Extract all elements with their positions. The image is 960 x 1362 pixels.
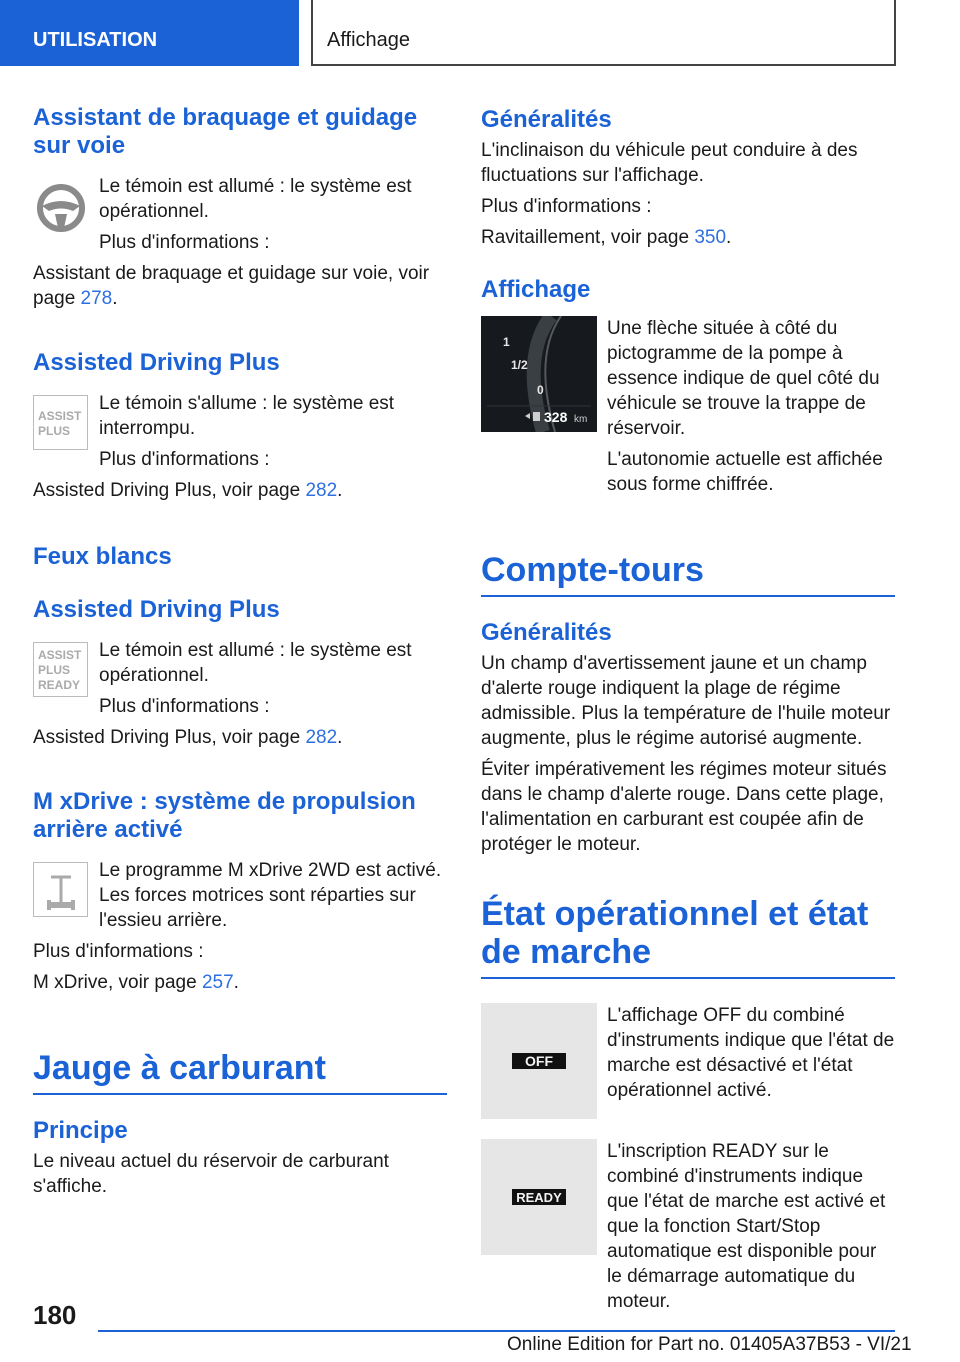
ready-label: READY bbox=[516, 1190, 562, 1205]
arrow-left-icon bbox=[525, 413, 530, 419]
rear-axle-drive-icon bbox=[33, 862, 88, 917]
affichage-text-1: Une flèche située à côté du pictogramme de la pompe à essence indique de quel côté du véhicule se trouve la trappe de réservoir. bbox=[607, 318, 880, 439]
heading-jauge-carburant: Jauge à carburant bbox=[33, 1049, 447, 1095]
xdrive-page-link[interactable]: 257 bbox=[201, 972, 234, 993]
compte-text-1: Un champ d'avertissement jaune et un champ d'alerte rouge indiquent la plage de régime admissible. Plus la température de l'huile moteur augmente, plus le régime autorisé augmente. bbox=[481, 653, 891, 749]
off-text: L'affichage OFF du combiné d'instruments indique que l'état de marche est désactivé et l'état opérationnel activé. bbox=[607, 1005, 895, 1101]
fuel-gauge-image bbox=[481, 316, 597, 432]
gauge-label-0: 0 bbox=[537, 383, 544, 397]
adp-ready-text-2: Plus d'informations : bbox=[99, 696, 270, 717]
adp-ready-text-1: Le témoin est allumé : le système est opérationnel. bbox=[99, 640, 412, 686]
page-header bbox=[0, 0, 960, 66]
compte-text-2: Éviter impérativement les régimes moteur situés dans le champ d'alerte rouge. Dans cette plage, l'alimentation en carburant est coupée afin de protéger le moteur. bbox=[481, 759, 887, 855]
adp-block bbox=[33, 391, 447, 472]
assist-plus-icon: ASSIST PLUS bbox=[33, 395, 88, 450]
adp-text-1: Le témoin s'allume : le système est interrompu. bbox=[99, 393, 395, 439]
right-column bbox=[481, 98, 895, 1314]
heading-generalites-2: Généralités bbox=[481, 619, 612, 646]
steering-text-2: Plus d'informations : bbox=[99, 232, 270, 253]
fuel-pump-icon bbox=[533, 412, 540, 421]
heading-affichage: Affichage bbox=[481, 276, 591, 303]
heading-assisted-driving-plus: Assisted Driving Plus bbox=[33, 349, 280, 376]
assist-plus-ready-icon: ASSIST PLUS READY bbox=[33, 642, 88, 697]
generalites-reference: Ravitaillement, voir page 350. bbox=[481, 227, 732, 248]
generalites-text-2: Plus d'informations : bbox=[481, 196, 652, 217]
section-tab: UTILISATION bbox=[0, 0, 299, 66]
steering-wheel-icon bbox=[33, 178, 88, 233]
heading-compte-tours: Compte-tours bbox=[481, 551, 895, 597]
ready-display-image bbox=[481, 1139, 597, 1255]
gauge-label-1: 1 bbox=[503, 335, 510, 349]
off-block bbox=[481, 1003, 895, 1121]
xdrive-reference: M xDrive, voir page 257. bbox=[33, 972, 239, 993]
ready-block bbox=[481, 1139, 895, 1314]
adp-ready-reference: Assisted Driving Plus, voir page 282. bbox=[33, 727, 343, 748]
footer-divider bbox=[98, 1330, 895, 1332]
xdrive-block bbox=[33, 858, 447, 933]
gauge-label-half: 1/2 bbox=[511, 358, 528, 372]
heading-etat-operationnel: État opérationnel et état de marche bbox=[481, 895, 895, 979]
heading-m-xdrive: M xDrive : système de propulsion arrière activé bbox=[33, 788, 416, 843]
range-value: 328 bbox=[544, 409, 568, 425]
heading-steering-assistant: Assistant de braquage et guidage sur voie bbox=[33, 104, 418, 159]
adp-ready-page-link[interactable]: 282 bbox=[305, 727, 338, 748]
off-label: OFF bbox=[525, 1053, 553, 1069]
adp-reference: Assisted Driving Plus, voir page 282. bbox=[33, 480, 343, 501]
heading-feux-blancs: Feux blancs bbox=[33, 543, 172, 570]
off-display-image bbox=[481, 1003, 597, 1119]
xdrive-text-1: Le programme M xDrive 2WD est activé. Les forces motrices sont réparties sur l'essieu arrière. bbox=[99, 860, 442, 931]
steering-page-link[interactable]: 278 bbox=[80, 288, 113, 309]
adp-page-link[interactable]: 282 bbox=[305, 480, 338, 501]
principe-text: Le niveau actuel du réservoir de carburant s'affiche. bbox=[33, 1151, 389, 1197]
subsection-title: Affichage bbox=[311, 0, 896, 66]
affichage-text-2a: L'autonomie actuelle est affichée sous forme chiffrée. bbox=[607, 449, 883, 495]
left-column bbox=[33, 98, 447, 1199]
affichage-block bbox=[481, 316, 895, 441]
generalites-text-1: L'inclinaison du véhicule peut conduire à des fluctuations sur l'affichage. bbox=[481, 140, 858, 186]
steering-reference: Assistant de braquage et guidage sur voie, voir page 278. bbox=[33, 263, 430, 309]
ravitaillement-page-link[interactable]: 350 bbox=[694, 227, 727, 248]
adp-ready-block bbox=[33, 638, 447, 719]
heading-generalites: Généralités bbox=[481, 106, 612, 133]
steering-text-1: Le témoin est allumé : le système est opérationnel. bbox=[99, 176, 412, 222]
heading-assisted-driving-plus-ready: Assisted Driving Plus bbox=[33, 596, 280, 623]
xdrive-text-2: Plus d'informations : bbox=[33, 941, 204, 962]
adp-text-2: Plus d'informations : bbox=[99, 449, 270, 470]
heading-principe: Principe bbox=[33, 1117, 128, 1144]
range-unit: km bbox=[574, 414, 588, 425]
page-number: 180 bbox=[33, 1300, 77, 1330]
steering-block bbox=[33, 174, 447, 255]
ready-text: L'inscription READY sur le combiné d'instruments indique que l'état de marche est activé et que la fonction Start/Stop automatique est disponible pour le démarrage automatique du moteur. bbox=[607, 1141, 886, 1312]
footer-edition: Online Edition for Part no. 01405A37B53 - VI/21 bbox=[507, 1334, 912, 1355]
